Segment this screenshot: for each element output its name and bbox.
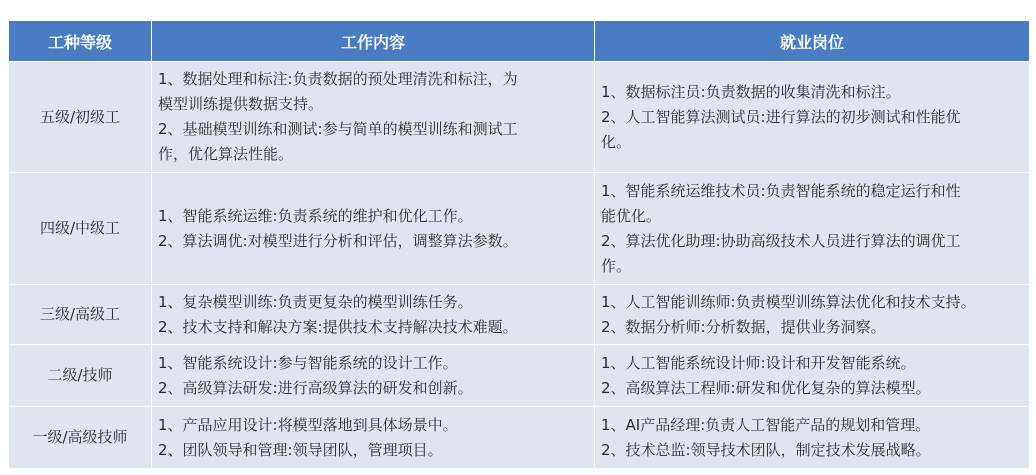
content-cell: 1、复杂模型训练:负责更复杂的模型训练任务。 2、技术支持和解决方案:提供技术支持解决技术难题。 bbox=[152, 285, 595, 345]
table-header-row bbox=[9, 21, 1030, 62]
content-cell: 1、智能系统运维:负责系统的维护和优化工作。 2、算法调优:对模型进行分析和评估，调整算法参数。 bbox=[152, 173, 595, 285]
table-row bbox=[9, 407, 1030, 469]
jobs-cell: 1、人工智能训练师:负责模型训练算法优化和技术支持。 2、数据分析师:分析数据，提供业务洞察。 bbox=[595, 285, 1030, 345]
table-row bbox=[9, 285, 1030, 345]
header-job-positions: 就业岗位 bbox=[595, 21, 1030, 62]
table-row bbox=[9, 62, 1030, 173]
skill-level-table bbox=[8, 20, 1030, 469]
header-skill-level: 工种等级 bbox=[9, 21, 152, 62]
level-cell: 一级/高级技师 bbox=[9, 407, 152, 469]
content-cell: 1、智能系统设计:参与智能系统的设计工作。 2、高级算法研发:进行高级算法的研发和创新。 bbox=[152, 345, 595, 407]
jobs-cell: 1、数据标注员:负责数据的收集清洗和标注。 2、人工智能算法测试员:进行算法的初步测试和性能优 化。 bbox=[595, 62, 1030, 173]
table-row bbox=[9, 173, 1030, 285]
table-row bbox=[9, 345, 1030, 407]
content-cell: 1、数据处理和标注:负责数据的预处理清洗和标注，为 模型训练提供数据支持。 2、基础模型训练和测试:参与简单的模型训练和测试工 作，优化算法性能。 bbox=[152, 62, 595, 173]
jobs-cell: 1、智能系统运维技术员:负责智能系统的稳定运行和性 能优化。 2、算法优化助理:协助高级技术人员进行算法的调优工 作。 bbox=[595, 173, 1030, 285]
jobs-cell: 1、人工智能系统设计师:设计和开发智能系统。 2、高级算法工程师:研发和优化复杂的算法模型。 bbox=[595, 345, 1030, 407]
level-cell: 二级/技师 bbox=[9, 345, 152, 407]
level-cell: 三级/高级工 bbox=[9, 285, 152, 345]
header-work-content: 工作内容 bbox=[152, 21, 595, 62]
content-cell: 1、产品应用设计:将模型落地到具体场景中。 2、团队领导和管理:领导团队，管理项目。 bbox=[152, 407, 595, 469]
level-cell: 四级/中级工 bbox=[9, 173, 152, 285]
skill-level-table-container bbox=[8, 20, 1029, 465]
level-cell: 五级/初级工 bbox=[9, 62, 152, 173]
jobs-cell: 1、AI产品经理:负责人工智能产品的规划和管理。 2、技术总监:领导技术团队，制定技术发展战略。 bbox=[595, 407, 1030, 469]
